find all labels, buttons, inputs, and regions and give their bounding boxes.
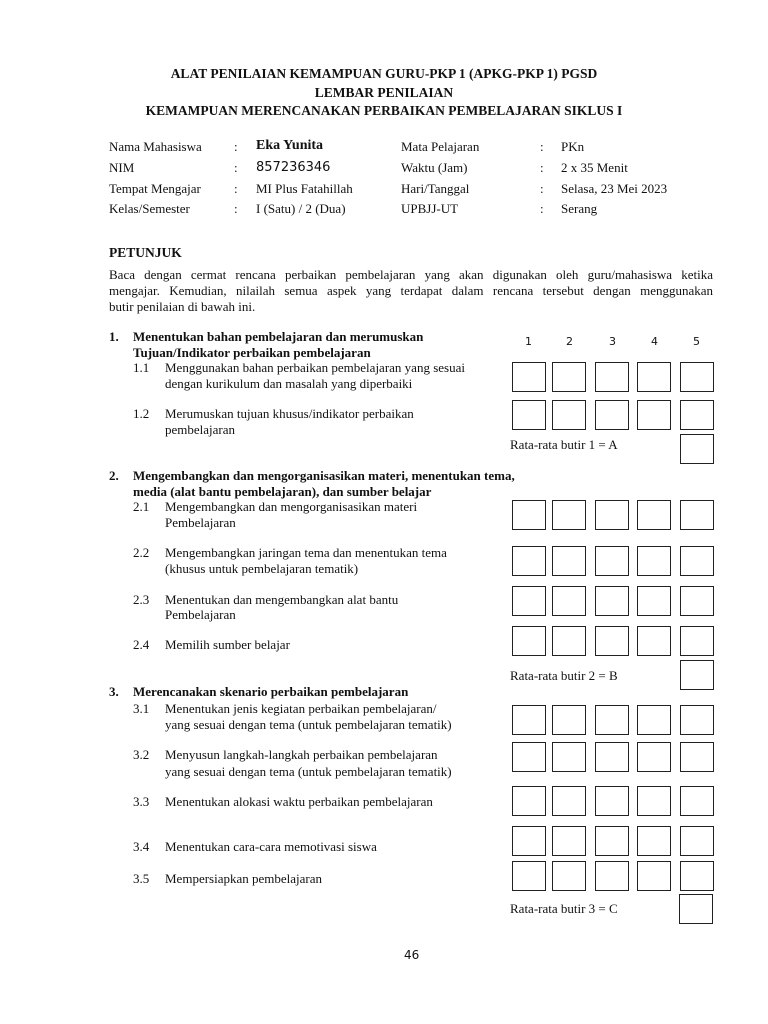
section-1-num: 1.: [109, 329, 119, 344]
rating-box-1[interactable]: [512, 400, 546, 430]
rating-box-2[interactable]: [552, 861, 586, 891]
petunjuk-line-3: butir penilaian di bawah ini.: [109, 299, 256, 314]
value-nim: 857236346: [256, 160, 331, 175]
rating-box-5[interactable]: [680, 500, 714, 530]
item-2-2-num: 2.2: [133, 545, 150, 560]
rating-box-1[interactable]: [512, 626, 546, 656]
item-3-3-line-1: Menentukan alokasi waktu perbaikan pembelajaran: [165, 794, 433, 809]
rating-box-3[interactable]: [595, 626, 629, 656]
rating-box-4[interactable]: [637, 705, 671, 735]
average-1-label: Rata-rata butir 1 = A: [510, 437, 618, 452]
item-2-1-line-2: Pembelajaran: [165, 515, 236, 530]
label-tempat: Tempat Mengajar: [109, 181, 201, 196]
rating-box-4[interactable]: [637, 826, 671, 856]
item-2-1-line-1: Mengembangkan dan mengorganisasikan materi: [165, 499, 418, 514]
item-3-4-line-1: Menentukan cara-cara memotivasi siswa: [165, 839, 377, 854]
rating-box-1[interactable]: [512, 786, 546, 816]
scale-5: 5: [693, 335, 700, 348]
section-2-title-1: Mengembangkan dan mengorganisasikan materi, menentukan tema,: [133, 468, 515, 483]
rating-box-3[interactable]: [595, 861, 629, 891]
section-1-title-1: Menentukan bahan pembelajaran dan merumuskan: [133, 329, 424, 344]
section-2-num: 2.: [109, 468, 119, 483]
item-3-2-line-1: Menyusun langkah-langkah perbaikan pembelajaran: [165, 747, 438, 762]
label-nim: NIM: [109, 160, 135, 175]
sep-nama: :: [234, 139, 238, 154]
rating-box-3[interactable]: [595, 586, 629, 616]
value-tempat: MI Plus Fatahillah: [256, 181, 353, 196]
item-3-2-line-2: yang sesuai dengan tema (untuk pembelajaran tematik): [165, 764, 452, 779]
rating-box-2[interactable]: [552, 400, 586, 430]
item-2-2-line-2: (khusus untuk pembelajaran tematik): [165, 561, 359, 576]
rating-box-5[interactable]: [680, 586, 714, 616]
section-3-title-1: Merencanakan skenario perbaikan pembelajaran: [133, 684, 409, 699]
item-1-1-line-2: dengan kurikulum dan masalah yang diperbaiki: [165, 376, 413, 391]
rating-box-4[interactable]: [637, 626, 671, 656]
rating-box-1[interactable]: [512, 705, 546, 735]
rating-box-4[interactable]: [637, 500, 671, 530]
rating-box-1[interactable]: [512, 826, 546, 856]
item-1-1-num: 1.1: [133, 360, 150, 375]
rating-box-4[interactable]: [637, 546, 671, 576]
rating-box-2[interactable]: [552, 786, 586, 816]
rating-box-2[interactable]: [552, 586, 586, 616]
scale-2: 2: [566, 335, 573, 348]
section-3-num: 3.: [109, 684, 119, 699]
value-mapel: PKn: [561, 139, 585, 154]
item-2-3-line-2: Pembelajaran: [165, 607, 236, 622]
item-3-5-line-1: Mempersiapkan pembelajaran: [165, 871, 323, 886]
rating-box-5[interactable]: [680, 362, 714, 392]
rating-box-5[interactable]: [680, 546, 714, 576]
item-2-3-num: 2.3: [133, 592, 150, 607]
average-3-label: Rata-rata butir 3 = C: [510, 901, 618, 916]
label-upbjj: UPBJJ-UT: [401, 201, 459, 216]
header-line-1: ALAT PENILAIAN KEMAMPUAN GURU-PKP 1 (APKG-PKP 1) PGSD: [170, 66, 598, 81]
label-nama: Nama Mahasiswa: [109, 139, 202, 154]
sep-kelas: :: [234, 201, 238, 216]
rating-box-3[interactable]: [595, 362, 629, 392]
item-1-2-line-1: Merumuskan tujuan khusus/indikator perbaikan: [165, 406, 414, 421]
rating-box-1[interactable]: [512, 586, 546, 616]
rating-box-3[interactable]: [595, 546, 629, 576]
petunjuk-text: [109, 267, 713, 315]
rating-box-2[interactable]: [552, 626, 586, 656]
rating-box-3[interactable]: [595, 742, 629, 772]
rating-box-4[interactable]: [637, 786, 671, 816]
rating-box-5[interactable]: [680, 705, 714, 735]
sep-hari: :: [540, 181, 544, 196]
rating-box-2[interactable]: [552, 362, 586, 392]
sep-tempat: :: [234, 181, 238, 196]
value-hari: Selasa, 23 Mei 2023: [561, 181, 668, 196]
rating-box-3[interactable]: [595, 786, 629, 816]
rating-box-3[interactable]: [595, 500, 629, 530]
scale-1: 1: [525, 335, 532, 348]
average-3-box[interactable]: [679, 894, 713, 924]
rating-box-5[interactable]: [680, 786, 714, 816]
item-2-3-line-1: Menentukan dan mengembangkan alat bantu: [165, 592, 399, 607]
rating-box-3[interactable]: [595, 826, 629, 856]
rating-box-4[interactable]: [637, 400, 671, 430]
rating-box-4[interactable]: [637, 586, 671, 616]
rating-box-4[interactable]: [637, 742, 671, 772]
value-waktu: 2 x 35 Menit: [561, 160, 628, 175]
item-1-1-line-1: Menggunakan bahan perbaikan pembelajaran yang sesuai: [165, 360, 465, 375]
rating-box-1[interactable]: [512, 362, 546, 392]
item-3-5-num: 3.5: [133, 871, 150, 886]
value-nama: Eka Yunita: [256, 138, 324, 153]
rating-box-1[interactable]: [512, 742, 546, 772]
item-2-2-line-1: Mengembangkan jaringan tema dan menentukan tema: [165, 545, 447, 560]
rating-box-5[interactable]: [680, 626, 714, 656]
petunjuk-line-1: Baca dengan cermat rencana perbaikan pembelajaran yang akan digunakan oleh guru/mahasiswa ketika: [109, 267, 713, 282]
rating-box-5[interactable]: [680, 826, 714, 856]
item-1-2-line-2: pembelajaran: [165, 422, 236, 437]
value-kelas: I (Satu) / 2 (Dua): [256, 201, 346, 216]
item-1-2-num: 1.2: [133, 406, 150, 421]
rating-box-5[interactable]: [680, 742, 714, 772]
item-3-1-line-2: yang sesuai dengan tema (untuk pembelajaran tematik): [165, 717, 452, 732]
value-upbjj: Serang: [561, 201, 598, 216]
label-hari: Hari/Tanggal: [401, 181, 470, 196]
rating-box-4[interactable]: [637, 362, 671, 392]
sep-mapel: :: [540, 139, 544, 154]
rating-box-2[interactable]: [552, 705, 586, 735]
rating-box-3[interactable]: [595, 400, 629, 430]
sep-waktu: :: [540, 160, 544, 175]
rating-box-1[interactable]: [512, 546, 546, 576]
label-kelas: Kelas/Semester: [109, 201, 190, 216]
average-2-label: Rata-rata butir 2 = B: [510, 668, 618, 683]
rating-box-5[interactable]: [680, 400, 714, 430]
scale-4: 4: [651, 335, 658, 348]
rating-box-2[interactable]: [552, 500, 586, 530]
petunjuk-line-2: mengajar. Kemudian, nilailah semua aspek yang terdapat dalam rencana tersebut dengan menggunakan: [109, 283, 713, 298]
item-3-3-num: 3.3: [133, 794, 150, 809]
average-1-box[interactable]: [680, 434, 714, 464]
petunjuk-heading: PETUNJUK: [109, 245, 182, 260]
sep-nim: :: [234, 160, 238, 175]
header-line-2: LEMBAR PENILAIAN: [314, 85, 454, 100]
section-1-title-2: Tujuan/Indikator perbaikan pembelajaran: [133, 345, 371, 360]
rating-box-1[interactable]: [512, 861, 546, 891]
item-3-1-num: 3.1: [133, 701, 150, 716]
item-2-1-num: 2.1: [133, 499, 150, 514]
item-3-1-line-1: Menentukan jenis kegiatan perbaikan pembelajaran/: [165, 701, 437, 716]
rating-box-2[interactable]: [552, 826, 586, 856]
average-2-box[interactable]: [680, 660, 714, 690]
scale-3: 3: [609, 335, 616, 348]
item-2-4-line-1: Memilih sumber belajar: [165, 637, 290, 652]
sep-upbjj: :: [540, 201, 544, 216]
item-2-4-num: 2.4: [133, 637, 150, 652]
item-3-2-num: 3.2: [133, 747, 150, 762]
header-line-3: KEMAMPUAN MERENCANAKAN PERBAIKAN PEMBELAJARAN SIKLUS I: [145, 103, 623, 118]
rating-box-2[interactable]: [552, 546, 586, 576]
label-waktu: Waktu (Jam): [401, 160, 468, 175]
rating-box-1[interactable]: [512, 500, 546, 530]
item-3-4-num: 3.4: [133, 839, 150, 854]
rating-box-4[interactable]: [637, 861, 671, 891]
section-2-title-2: media (alat bantu pembelajaran), dan sumber belajar: [133, 484, 432, 499]
rating-box-2[interactable]: [552, 742, 586, 772]
label-mapel: Mata Pelajaran: [401, 139, 480, 154]
rating-box-5[interactable]: [680, 861, 714, 891]
rating-box-3[interactable]: [595, 705, 629, 735]
page-number: 46: [404, 948, 420, 962]
